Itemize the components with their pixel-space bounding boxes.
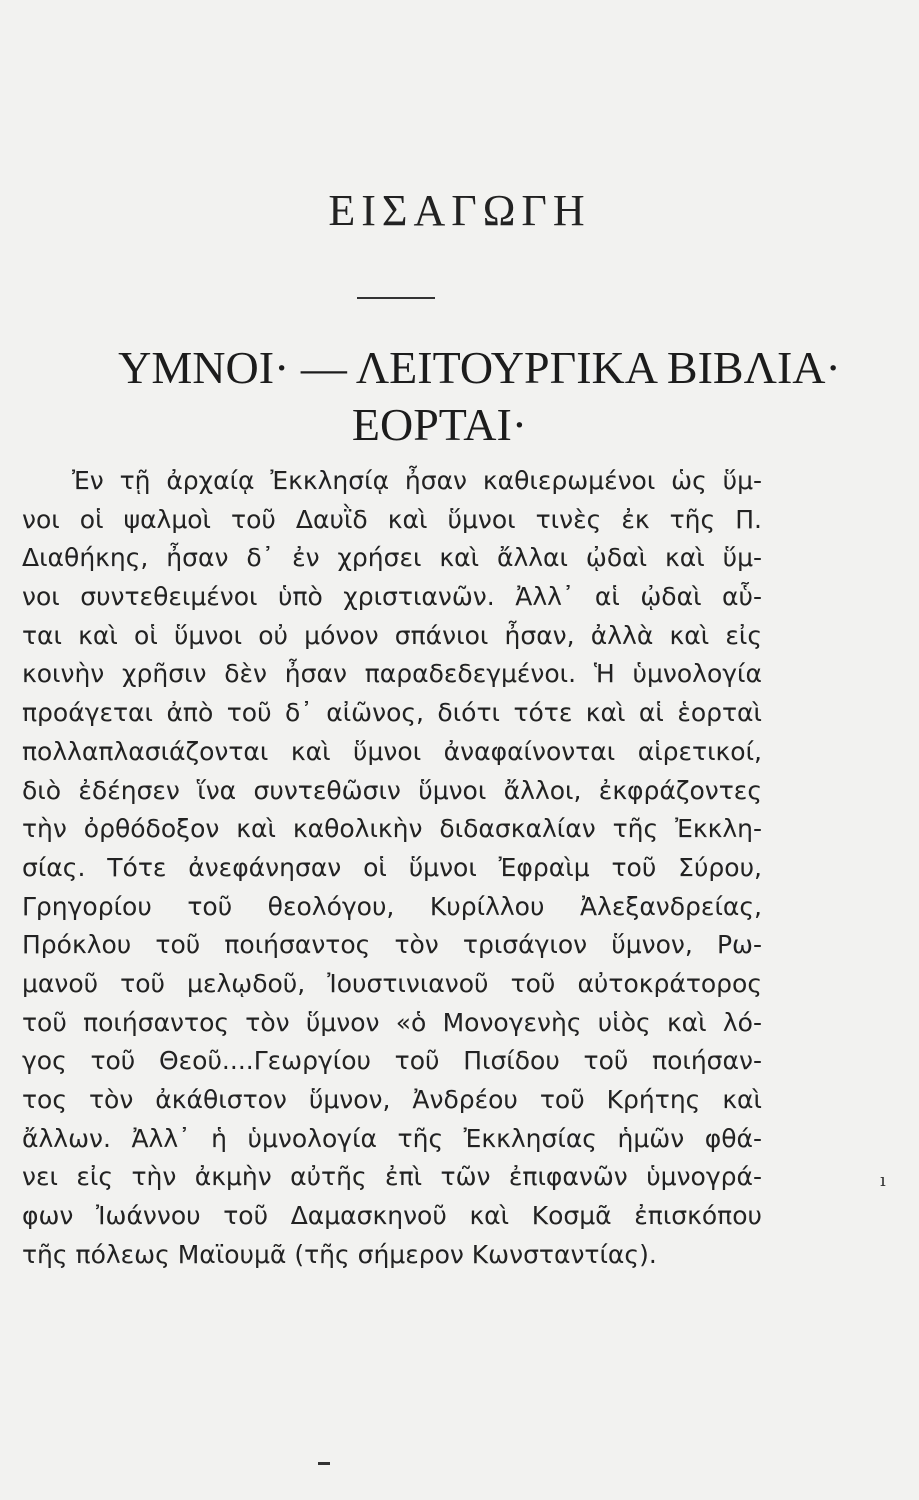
text-line: πολλαπλασιάζονται καὶ ὕμνοι ἀναφαίνονται αἱρετικοί, [22,736,762,766]
text-line: Ἐν τῇ ἀρχαίᾳ Ἐκκλησίᾳ ἦσαν καθιερωμένοι ὡς ὕμ- [72,466,762,495]
text-line: προάγεται ἀπὸ τοῦ δ᾽ αἰῶνος, διότι τότε καὶ αἱ ἑορταὶ [22,698,762,728]
margin-mark: ı [880,1170,886,1191]
text-line: μανοῦ τοῦ μελῳδοῦ, Ἰουστινιανοῦ τοῦ αὐτοκράτορος [22,968,762,998]
text-line: νει εἰς τὴν ἀκμὴν αὐτῆς ἐπὶ τῶν ἐπιφανῶν ὑμνογρά- [22,1162,762,1192]
text-line: Γρηγορίου τοῦ θεολόγου, Κυρίλλου Ἀλεξανδρείας, [22,891,762,921]
text-line: νοι συντεθειμένοι ὑπὸ χριστιανῶν. Ἀλλ᾽ αἱ ᾠδαὶ αὗ- [22,582,762,612]
text-line: γος τοῦ Θεοῦ....Γεωργίου τοῦ Πισίδου τοῦ ποιήσαν- [22,1046,762,1076]
body-paragraph [22,462,762,1274]
text-line: ται καὶ οἱ ὕμνοι οὐ μόνον σπάνιοι ἦσαν, ἀλλὰ καὶ εἰς [22,620,762,650]
text-line: τὴν ὀρθόδοξον καὶ καθολικὴν διδασκαλίαν τῆς Ἐκκλη- [22,814,762,844]
footer-dash [318,1462,330,1465]
text-line: Πρόκλου τοῦ ποιήσαντος τὸν τρισάγιον ὕμνον, Ρω- [22,930,762,960]
title-divider [357,297,435,299]
text-line: Διαθήκης, ἦσαν δ᾽ ἐν χρήσει καὶ ἄλλαι ᾠδαὶ καὶ ὕμ- [22,543,762,573]
text-line: σίας. Τότε ἀνεφάνησαν οἱ ὕμνοι Ἐφραὶμ τοῦ Σύρου, [22,852,762,882]
page-title: ΕΙΣΑΓΩΓΗ [328,186,591,235]
text-line: νοι οἱ ψαλμοὶ τοῦ Δαυῒδ καὶ ὕμνοι τινὲς ἐκ τῆς Π. [22,504,762,534]
section-heading-line-1: ΥΜΝΟΙ· — ΛΕΙΤΟΥΡΓΙΚΑ ΒΙΒΛΙΑ· [118,342,841,393]
text-line: τῆς πόλεως Μαϊουμᾶ (τῆς σήμερον Κωνσταντίας). [22,1239,657,1269]
text-line: κοινὴν χρῆσιν δὲν ἦσαν παραδεδεγμένοι. Ἡ ὑμνολογία [22,659,762,689]
text-line: φων Ἰωάννου τοῦ Δαμασκηνοῦ καὶ Κοσμᾶ ἐπισκόπου [22,1201,762,1231]
text-line: ἄλλων. Ἀλλ᾽ ἡ ὑμνολογία τῆς Ἐκκλησίας ἡμῶν φθά- [22,1123,762,1153]
text-line: διὸ ἐδέησεν ἵνα συντεθῶσιν ὕμνοι ἄλλοι, ἐκφράζοντες [22,775,762,805]
text-line: τοῦ ποιήσαντος τὸν ὕμνον «ὁ Μονογενὴς υἱὸς καὶ λό- [22,1007,762,1037]
text-line: τος τὸν ἀκάθιστον ὕμνον, Ἀνδρέου τοῦ Κρήτης καὶ [22,1085,762,1114]
section-heading-line-2: ΕΟΡΤΑΙ· [351,399,528,450]
